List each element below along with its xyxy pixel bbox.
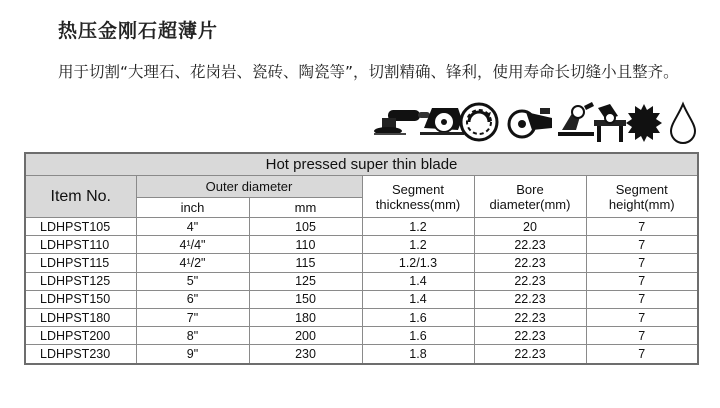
table-row [25, 236, 698, 254]
col-header-segment-height [586, 176, 698, 218]
cell-mm: 110 [249, 236, 362, 254]
cell-item-no: LDHPST105 [25, 218, 136, 236]
cell-mm: 180 [249, 308, 362, 326]
table-row [25, 272, 698, 290]
bore-label-1: Bore [516, 181, 544, 197]
segment-thickness-label-2: thickness(mm) [375, 196, 461, 212]
cell-mm: 200 [249, 327, 362, 345]
col-header-outer-diameter: Outer diameter [136, 176, 362, 198]
cell-mm: 125 [249, 272, 362, 290]
segment-height-label-2: height(mm) [608, 196, 675, 212]
cell-bore-diameter: 20 [474, 218, 586, 236]
cell-inch: 6" [136, 290, 249, 308]
cell-item-no: LDHPST110 [25, 236, 136, 254]
col-header-segment-thickness [362, 176, 474, 218]
cell-segment-thickness: 1.6 [362, 327, 474, 345]
cell-inch: 8" [136, 327, 249, 345]
page-title: 热压金刚石超薄片 [58, 20, 219, 42]
cell-segment-height: 7 [586, 218, 698, 236]
table-caption: Hot pressed super thin blade [25, 153, 698, 176]
cell-mm: 150 [249, 290, 362, 308]
cell-item-no: LDHPST200 [25, 327, 136, 345]
cell-segment-height: 7 [586, 236, 698, 254]
cut-off-blade-icon [457, 100, 501, 144]
cell-inch: 9" [136, 345, 249, 364]
table-row [25, 327, 698, 345]
cell-mm: 230 [249, 345, 362, 364]
turbo-blade-icon [624, 100, 664, 146]
cell-bore-diameter: 22.23 [474, 290, 586, 308]
cell-item-no: LDHPST115 [25, 254, 136, 272]
col-header-mm: mm [249, 198, 362, 218]
cell-item-no: LDHPST230 [25, 345, 136, 364]
cell-segment-thickness: 1.4 [362, 272, 474, 290]
col-header-bore-diameter [474, 176, 586, 218]
cell-segment-height: 7 [586, 290, 698, 308]
cell-segment-thickness: 1.2 [362, 218, 474, 236]
cell-segment-height: 7 [586, 327, 698, 345]
cell-segment-height: 7 [586, 254, 698, 272]
cell-bore-diameter: 22.23 [474, 254, 586, 272]
cell-bore-diameter: 22.23 [474, 327, 586, 345]
cell-segment-thickness: 1.6 [362, 308, 474, 326]
cell-bore-diameter: 22.23 [474, 308, 586, 326]
cell-bore-diameter: 22.23 [474, 345, 586, 364]
segment-height-label-1: Segment [615, 181, 668, 197]
cell-bore-diameter: 22.23 [474, 272, 586, 290]
table-row [25, 308, 698, 326]
specification-table [24, 152, 699, 365]
cell-segment-height: 7 [586, 272, 698, 290]
cell-mm: 105 [249, 218, 362, 236]
col-header-inch: inch [136, 198, 249, 218]
cell-inch: 4¹/2" [136, 254, 249, 272]
application-icons [374, 100, 704, 148]
segment-thickness-label-1: Segment [391, 181, 445, 197]
table-row [25, 218, 698, 236]
cell-segment-height: 7 [586, 308, 698, 326]
cell-segment-thickness: 1.4 [362, 290, 474, 308]
cell-item-no: LDHPST180 [25, 308, 136, 326]
cell-inch: 4" [136, 218, 249, 236]
table-row [25, 254, 698, 272]
cell-item-no: LDHPST150 [25, 290, 136, 308]
cell-item-no: LDHPST125 [25, 272, 136, 290]
cell-segment-height: 7 [586, 345, 698, 364]
cell-mm: 115 [249, 254, 362, 272]
cell-inch: 5" [136, 272, 249, 290]
col-header-item-no: Item No. [25, 176, 136, 218]
table-row [25, 345, 698, 364]
cut-off-saw-icon [506, 100, 556, 142]
cell-bore-diameter: 22.23 [474, 236, 586, 254]
cell-segment-thickness: 1.8 [362, 345, 474, 364]
cell-segment-thickness: 1.2 [362, 236, 474, 254]
cell-segment-thickness: 1.2/1.3 [362, 254, 474, 272]
bore-label-2: diameter(mm) [489, 196, 571, 212]
table-row [25, 290, 698, 308]
cell-inch: 7" [136, 308, 249, 326]
water-drop-icon [668, 100, 698, 146]
product-description: 用于切割“大理石、花岗岩、瓷砖、陶瓷等”，切割精确、锋利，使用寿命长切缝小且整齐。 [58, 63, 679, 81]
cell-inch: 4¹/4" [136, 236, 249, 254]
